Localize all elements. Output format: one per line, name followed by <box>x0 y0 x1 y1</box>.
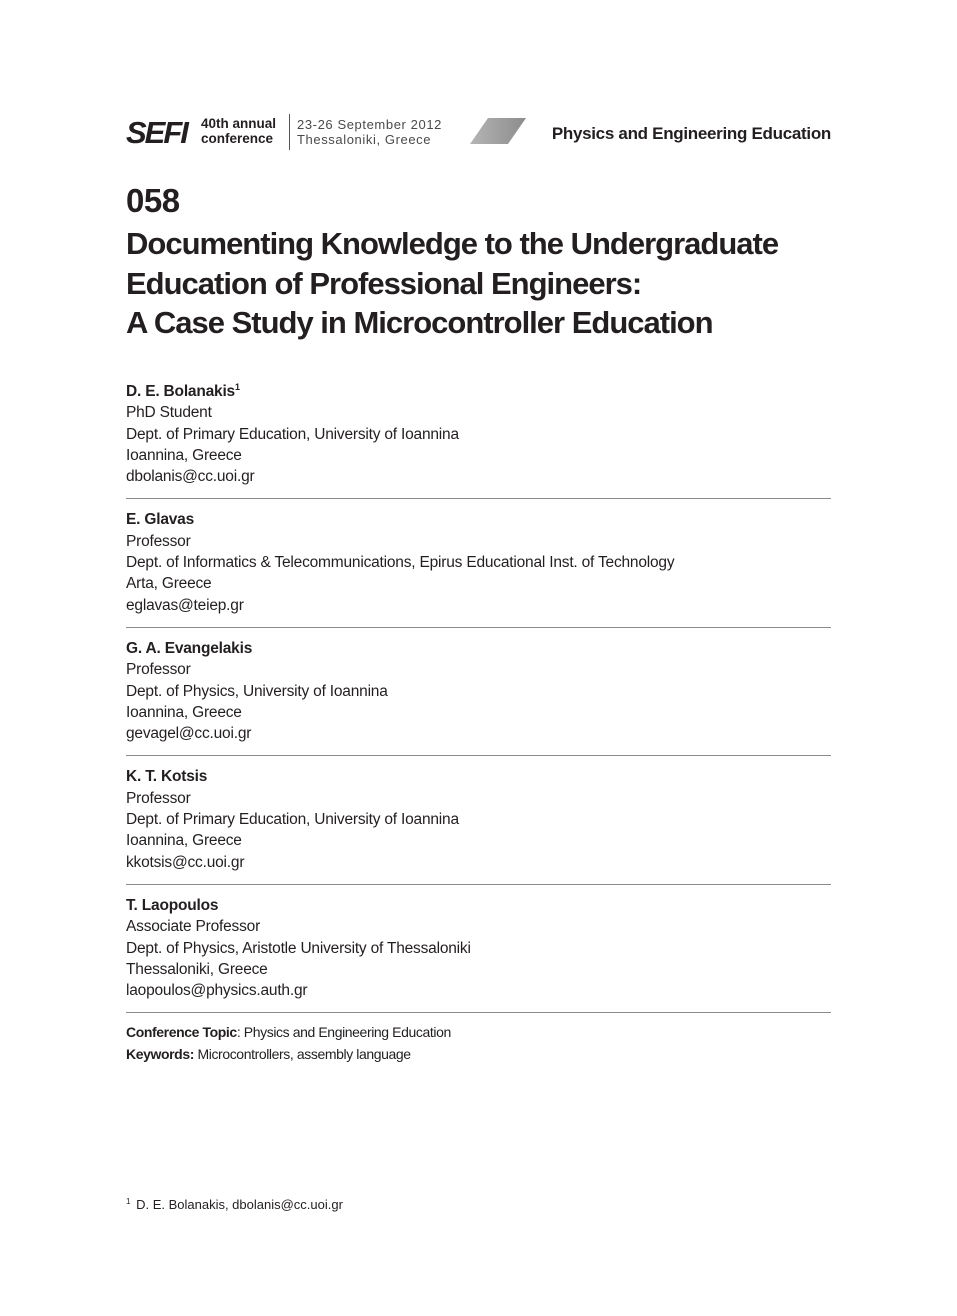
conference-topic: Conference Topic: Physics and Engineering Education <box>126 1024 451 1040</box>
author-location: Thessaloniki, Greece <box>126 960 268 978</box>
conference-dates <box>297 117 442 147</box>
author-email: dbolanis@cc.uoi.gr <box>126 468 255 486</box>
paper-title-line: Education of Professional Engineers: <box>126 265 642 301</box>
author-location: Arta, Greece <box>126 575 212 593</box>
conference-topic-label: Conference Topic <box>126 1024 237 1040</box>
author-block <box>126 381 831 499</box>
author-position: PhD Student <box>126 404 212 422</box>
conference-edition-line2: conference <box>201 131 274 146</box>
footnote-marker: 1 <box>126 1196 131 1206</box>
footnote-marker: 1 <box>234 381 240 392</box>
conference-section: Physics and Engineering Education <box>551 124 831 143</box>
author-department: Dept. of Informatics & Telecommunications, Epirus Educational Inst. of Technology <box>126 554 675 572</box>
paper-title-line: A Case Study in Microcontroller Education <box>126 305 713 340</box>
author-email: gevagel@cc.uoi.gr <box>126 725 252 743</box>
author-block <box>126 638 831 756</box>
slanted-bar-graphic <box>470 118 526 144</box>
author-name: G. A. Evangelakis <box>126 639 253 657</box>
author-location: Ioannina, Greece <box>126 703 242 721</box>
author-position: Professor <box>126 789 191 807</box>
keywords-value: Microcontrollers, assembly language <box>197 1045 411 1062</box>
author-name: E. Glavas <box>126 511 194 529</box>
author-position: Associate Professor <box>126 918 261 936</box>
author-name: T. Laopoulos <box>126 896 219 914</box>
author-name: K. T. Kotsis <box>126 768 208 786</box>
keywords <box>126 1044 451 1066</box>
footnote <box>126 1197 343 1213</box>
author-department: Dept. of Physics, University of Ioannina <box>126 682 388 700</box>
author-email: laopoulos@physics.auth.gr <box>126 982 308 1000</box>
paper-title-line: Documenting Knowledge to the Undergraduate <box>126 226 779 261</box>
conference-topic-value: Physics and Engineering Education <box>243 1024 451 1040</box>
paper-number: 058 <box>126 182 180 219</box>
author-department: Dept. of Primary Education, University of Ioannina <box>126 811 459 829</box>
paper-title <box>126 224 846 343</box>
header-divider <box>289 114 290 150</box>
svg-text:SEFI: SEFI <box>126 115 187 148</box>
author-block <box>126 895 831 1013</box>
author-department: Dept. of Physics, Aristotle University of Thessaloniki <box>126 939 471 957</box>
author-department: Dept. of Primary Education, University of Ioannina <box>126 425 459 443</box>
author-position: Professor <box>126 532 191 550</box>
paper-metadata <box>126 1022 451 1065</box>
author-position: Professor <box>126 661 191 679</box>
author-list <box>126 381 831 1023</box>
keywords-label: Keywords: <box>126 1045 194 1062</box>
footnote-text: D. E. Bolanakis, dbolanis@cc.uoi.gr <box>136 1197 343 1212</box>
author-email: kkotsis@cc.uoi.gr <box>126 853 245 871</box>
conference-date-range: 23-26 September 2012 <box>297 117 442 132</box>
author-email: eglavas@teiep.gr <box>126 596 244 614</box>
conference-edition <box>201 116 276 146</box>
conference-header <box>126 112 831 152</box>
author-location: Ioannina, Greece <box>126 446 242 464</box>
author-block <box>126 766 831 884</box>
sefi-logo <box>126 114 190 148</box>
conference-edition-line1: 40th annual <box>201 116 277 131</box>
author-location: Ioannina, Greece <box>126 832 242 850</box>
conference-location: Thessaloniki, Greece <box>297 132 432 147</box>
author-name: D. E. Bolanakis$^1$ <box>126 381 240 400</box>
author-block <box>126 509 831 627</box>
